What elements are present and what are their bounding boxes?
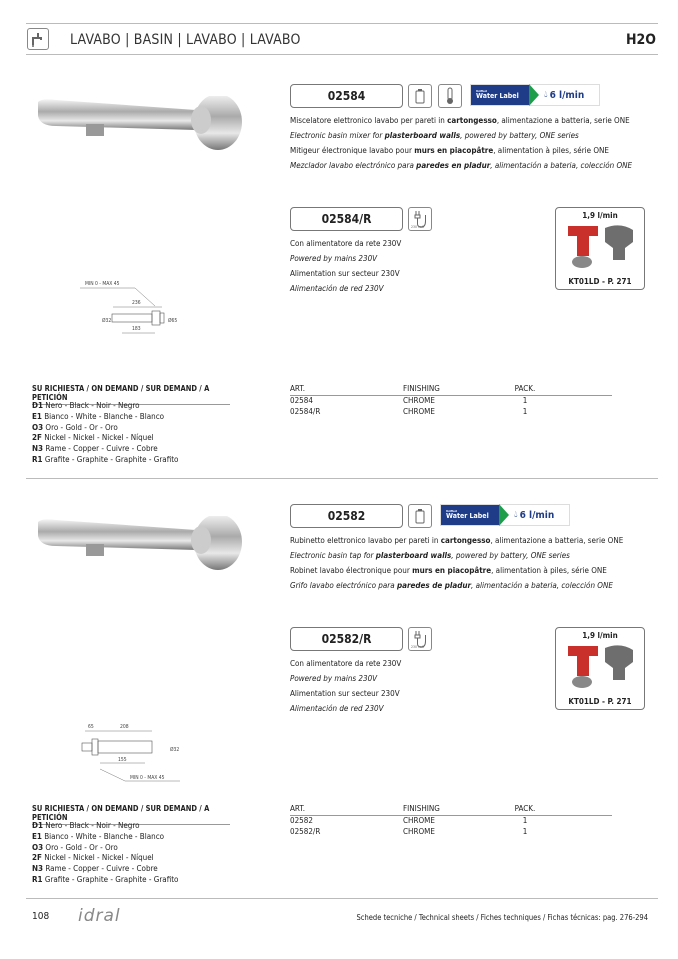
description-bold: plasterboard walls xyxy=(375,551,452,560)
power-line: Con alimentatore da rete 230V xyxy=(290,239,402,248)
description-pre: Electronic basin tap for xyxy=(290,551,376,560)
table-header xyxy=(290,804,612,816)
dim-range: MIN 0 - MAX 45 xyxy=(130,775,165,781)
finish-name: Nickel - Nickel - Nickel - Níquel xyxy=(44,853,154,863)
finish-name: Rame - Copper - Cuivre - Cobre xyxy=(45,864,158,874)
description-pre: Mitigeur électronique lavabo pour xyxy=(290,146,415,155)
product-description xyxy=(290,116,650,176)
finish-code: O3 xyxy=(32,842,44,852)
water-drop-icon: 💧︎ xyxy=(514,510,518,520)
finish-option xyxy=(32,832,178,843)
product-image xyxy=(36,96,246,170)
description-bold: cartongesso xyxy=(440,536,491,545)
svg-text:230 volt: 230 volt xyxy=(411,225,424,229)
water-label-badge xyxy=(470,84,600,106)
power-plug-icon xyxy=(408,627,432,651)
description-pre: Electronic basin mixer for xyxy=(290,131,385,140)
finish-option xyxy=(32,433,178,444)
dim-spout: 183 xyxy=(132,326,141,332)
table-row xyxy=(290,827,612,838)
column-header: PACK. xyxy=(514,384,536,393)
finish-code: R1 xyxy=(32,874,43,884)
table-cell: CHROME xyxy=(403,826,435,836)
power-line: Powered by mains 230V xyxy=(290,674,378,683)
water-drop-icon: 💧︎ xyxy=(544,90,548,100)
description-line xyxy=(290,566,650,576)
table-cell: 1 xyxy=(522,826,528,836)
description-pre: Miscelatore elettronico lavabo per pareti in xyxy=(290,116,448,125)
description-post: , alimentazione a batteria, serie ONE xyxy=(490,536,624,545)
description-line xyxy=(290,581,650,591)
svg-text:230 volt: 230 volt xyxy=(411,645,424,649)
dim-flange: Ø65 xyxy=(168,318,178,324)
finish-name: Nickel - Nickel - Nickel - Níquel xyxy=(44,433,154,443)
aerator-ref: KT01LD - P. 271 xyxy=(568,697,632,706)
description-bold: paredes en pladur xyxy=(416,161,491,170)
tap-icon xyxy=(27,28,49,50)
table-row xyxy=(290,407,612,418)
table-cell: 02582/R xyxy=(290,826,321,836)
description-line xyxy=(290,551,650,561)
finish-name: Bianco - White - Blanche - Blanco xyxy=(44,831,165,841)
power-line: Alimentation sur secteur 230V xyxy=(290,269,400,278)
description-post: , alimentación a bateria, colección ONE xyxy=(490,161,633,170)
column-header: FINISHING xyxy=(403,804,440,813)
dim-diameter: Ø32 xyxy=(102,318,112,324)
description-post: , alimentación a bateria, colección ONE xyxy=(471,581,613,590)
description-bold: paredes de pladur xyxy=(396,581,472,590)
description-line xyxy=(290,116,650,126)
finish-name: Grafite - Graphite - Graphite - Grafito xyxy=(44,874,179,884)
table-row xyxy=(290,816,612,827)
power-line: Alimentación de red 230V xyxy=(290,284,384,293)
description-bold: murs en piacopâtre xyxy=(412,566,492,575)
aerator-ref: KT01LD - P. 271 xyxy=(568,277,632,286)
battery-icon xyxy=(408,504,432,528)
column-header: FINISHING xyxy=(403,384,440,393)
power-line: Con alimentatore da rete 230V xyxy=(290,659,402,668)
aerator-box xyxy=(555,627,645,710)
finish-option xyxy=(32,821,178,832)
table-cell: 1 xyxy=(522,406,528,416)
footer-rule xyxy=(26,898,658,899)
product-section xyxy=(0,84,678,504)
product-code: 02584 xyxy=(290,84,403,108)
finish-code: O3 xyxy=(32,422,44,432)
finish-name: Oro - Gold - Or - Oro xyxy=(45,842,118,852)
section-rule xyxy=(26,478,658,479)
finish-option xyxy=(32,853,178,864)
description-post: , alimentation à piles, série ONE xyxy=(493,146,609,155)
table-cell: 02584 xyxy=(290,396,313,405)
water-label-text: Water Label xyxy=(476,92,519,100)
page-title: LAVABO | BASIN | LAVABO | LAVABO xyxy=(70,32,301,48)
finish-name: Grafite - Graphite - Graphite - Grafito xyxy=(44,454,179,464)
finish-option xyxy=(32,843,178,854)
battery-icon xyxy=(408,84,432,108)
table-header xyxy=(290,384,612,396)
page-number: 108 xyxy=(32,911,50,922)
h2o-badge: H2O xyxy=(625,32,656,48)
finish-code: 2F xyxy=(32,433,42,443)
thermometer-icon xyxy=(438,84,462,108)
finish-name: Bianco - White - Blanche - Blanco xyxy=(44,411,165,421)
header-top-rule xyxy=(26,23,658,24)
finish-code: N3 xyxy=(32,444,44,454)
power-plug-icon xyxy=(408,207,432,231)
finish-code: 2F xyxy=(32,853,42,863)
table-cell: 1 xyxy=(522,816,528,825)
description-line xyxy=(290,536,650,546)
water-label-small: Unified xyxy=(476,89,487,93)
table-cell: CHROME xyxy=(403,406,435,416)
product-description xyxy=(290,536,650,596)
finish-option xyxy=(32,864,178,875)
description-bold: cartongesso xyxy=(447,116,497,125)
finish-option xyxy=(32,423,178,434)
on-demand-title: SU RICHIESTA / ON DEMAND / SUR DEMAND / A PETICIÓN xyxy=(32,384,230,405)
table-row xyxy=(290,396,612,407)
dim-flange: 65 xyxy=(88,724,94,730)
description-post: , powered by battery, ONE series xyxy=(451,551,570,560)
on-demand-title: SU RICHIESTA / ON DEMAND / SUR DEMAND / A PETICIÓN xyxy=(32,804,230,825)
description-line xyxy=(290,131,650,141)
finish-options xyxy=(32,401,178,466)
product-image xyxy=(36,516,246,590)
description-post: , alimentation à piles, série ONE xyxy=(491,566,607,575)
dim-diameter: Ø32 xyxy=(170,747,180,753)
dim-length: 236 xyxy=(132,300,141,306)
dim-length: 208 xyxy=(120,724,129,730)
power-line: Powered by mains 230V xyxy=(290,254,378,263)
finish-name: Oro - Gold - Or - Oro xyxy=(45,422,118,432)
finish-options xyxy=(32,821,178,886)
product-code: 02582 xyxy=(290,504,403,528)
dim-range: MIN 0 - MAX 45 xyxy=(85,281,120,287)
description-pre: Robinet lavabo électronique pour xyxy=(290,566,413,575)
water-label-badge xyxy=(440,504,570,526)
column-header: ART. xyxy=(290,804,306,813)
column-header: PACK. xyxy=(514,804,536,813)
power-line: Alimentation sur secteur 230V xyxy=(290,689,400,698)
finish-name: Rame - Copper - Cuivre - Cobre xyxy=(45,444,158,454)
description-pre: Rubinetto elettronico lavabo per pareti in xyxy=(290,536,441,545)
finish-option xyxy=(32,875,178,886)
product-section xyxy=(0,504,678,924)
table-cell: 02582 xyxy=(290,816,313,825)
finish-option xyxy=(32,444,178,455)
product-code-mains: 02582/R xyxy=(290,627,403,651)
water-label-small: Unified xyxy=(446,509,457,513)
article-table xyxy=(290,384,612,417)
dim-spout: 155 xyxy=(118,757,127,763)
power-line: Alimentación de red 230V xyxy=(290,704,384,713)
description-pre: Mezclador lavabo electrónico para xyxy=(290,161,417,170)
description-line xyxy=(290,146,650,156)
flow-rate: 6 l/min xyxy=(519,509,555,521)
product-code-mains: 02584/R xyxy=(290,207,403,231)
aerator-flow: 1,9 l/min xyxy=(582,631,618,640)
article-table xyxy=(290,804,612,837)
description-bold: plasterboard walls xyxy=(384,131,461,140)
finish-option xyxy=(32,455,178,466)
finish-code: R1 xyxy=(32,454,43,464)
table-cell: CHROME xyxy=(403,816,435,825)
finish-code: N3 xyxy=(32,864,44,874)
water-label-text: Water Label xyxy=(446,512,489,520)
aerator-box xyxy=(555,207,645,290)
flow-rate: 6 l/min xyxy=(549,89,585,101)
footer-note: Schede tecniche / Technical sheets / Fiches techniques / Fichas técnicas: pag. 276-294 xyxy=(356,913,648,922)
table-cell: CHROME xyxy=(403,396,435,405)
idral-logo: idral xyxy=(78,906,121,926)
table-cell: 02584/R xyxy=(290,406,321,416)
description-bold: murs en piacopâtre xyxy=(414,146,494,155)
table-cell: 1 xyxy=(522,396,528,405)
finish-code: E1 xyxy=(32,411,42,421)
finish-option xyxy=(32,412,178,423)
finish-code: E1 xyxy=(32,831,42,841)
finish-code: D1 xyxy=(32,401,43,410)
description-line xyxy=(290,161,650,171)
description-pre: Grifo lavabo electrónico para xyxy=(290,581,397,590)
aerator-image xyxy=(560,220,640,270)
finish-code: D1 xyxy=(32,821,43,830)
description-post: , powered by battery, ONE series xyxy=(460,131,579,140)
column-header: ART. xyxy=(290,384,306,393)
description-post: , alimentazione a batteria, serie ONE xyxy=(496,116,630,125)
aerator-image xyxy=(560,640,640,690)
aerator-flow: 1,9 l/min xyxy=(582,211,618,220)
finish-name: Nero - Black - Noir - Negro xyxy=(45,401,140,410)
header-bottom-rule xyxy=(26,54,658,55)
finish-name: Nero - Black - Noir - Negro xyxy=(45,821,140,830)
finish-option xyxy=(32,401,178,412)
